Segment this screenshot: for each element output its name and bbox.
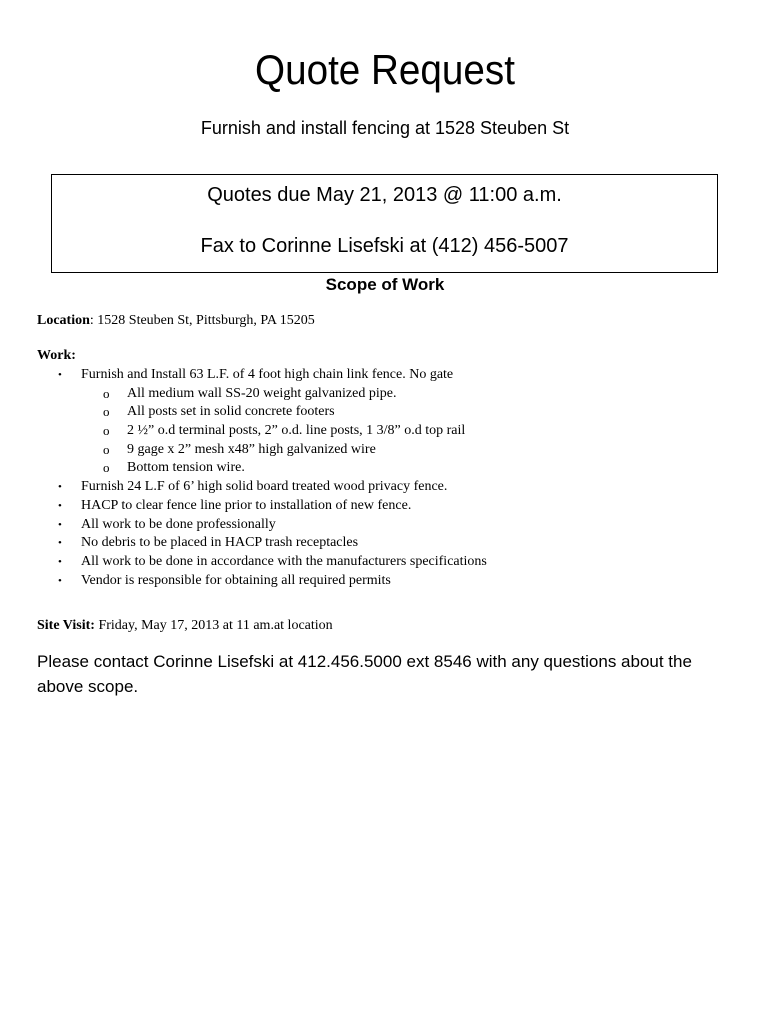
list-item-text: 2 ½” o.d terminal posts, 2” o.d. line posts, 1 3/8” o.d top rail: [127, 423, 466, 439]
quote-due-text: Quotes due May 21, 2013 @ 11:00 a.m.: [207, 184, 562, 206]
location-value: : 1528 Steuben St, Pittsburgh, PA 15205: [89, 313, 315, 328]
sub-bullet-icon: o: [103, 404, 110, 420]
list-item: [37, 516, 737, 535]
sub-bullet-icon: o: [103, 385, 110, 401]
work-label: Work:: [37, 348, 76, 363]
site-visit-label: Site Visit:: [37, 618, 95, 633]
sub-bullet-icon: o: [103, 460, 110, 476]
bullet-icon: •: [58, 555, 62, 568]
list-item-text: 9 gage x 2” mesh x48” high galvanized wire: [127, 441, 376, 457]
location-line: [37, 312, 315, 330]
list-item-text: All work to be done in accordance with the manufacturers specifications: [81, 553, 487, 569]
site-visit-line: [37, 617, 333, 635]
list-item-text: Furnish and Install 63 L.F. of 4 foot high chain link fence. No gate: [81, 367, 454, 382]
list-item: [37, 497, 737, 516]
list-item: [37, 553, 737, 572]
bullet-icon: •: [58, 499, 62, 512]
sub-list-item: [37, 403, 737, 422]
sub-bullet-icon: o: [103, 441, 110, 457]
bullet-icon: •: [58, 481, 62, 494]
list-item-text: Furnish 24 L.F of 6’ high solid board treated wood privacy fence.: [81, 479, 448, 495]
deadline-box: [51, 174, 718, 273]
bullet-icon: •: [58, 518, 62, 531]
work-list: [37, 366, 737, 590]
sub-bullet-icon: o: [103, 423, 110, 439]
site-visit-value: Friday, May 17, 2013 at 11 am.at location: [94, 618, 333, 633]
sub-list-item: [37, 459, 737, 478]
scope-heading: Scope of Work: [325, 275, 445, 294]
list-item: [37, 366, 737, 385]
list-item: [37, 478, 737, 497]
list-item-text: All posts set in solid concrete footers: [127, 404, 335, 420]
sub-list-item: [37, 385, 737, 404]
list-item-text: Bottom tension wire.: [127, 460, 245, 476]
list-item: [37, 572, 737, 591]
list-item-text: No debris to be placed in HACP trash receptacles: [81, 535, 359, 551]
location-label: Location: [37, 313, 90, 328]
sub-list-item: [37, 441, 737, 460]
sub-list-item: [37, 422, 737, 441]
contact-text: Please contact Corinne Lisefski at 412.456.5000 ext 8546 with any questions about the above scope.: [37, 652, 692, 696]
list-item-text: HACP to clear fence line prior to installation of new fence.: [81, 497, 412, 513]
bullet-icon: •: [58, 369, 62, 381]
list-item-text: All medium wall SS-20 weight galvanized pipe.: [127, 385, 397, 401]
page-title: Quote Request: [255, 46, 515, 93]
list-item-text: All work to be done professionally: [81, 516, 276, 532]
list-item: [37, 534, 737, 553]
bullet-icon: •: [58, 574, 62, 587]
list-item-text: Vendor is responsible for obtaining all required permits: [81, 572, 391, 588]
page-subtitle: Furnish and install fencing at 1528 Steuben St: [200, 118, 570, 138]
bullet-icon: •: [58, 537, 62, 550]
fax-text: Fax to Corinne Lisefski at (412) 456-5007: [200, 235, 569, 257]
